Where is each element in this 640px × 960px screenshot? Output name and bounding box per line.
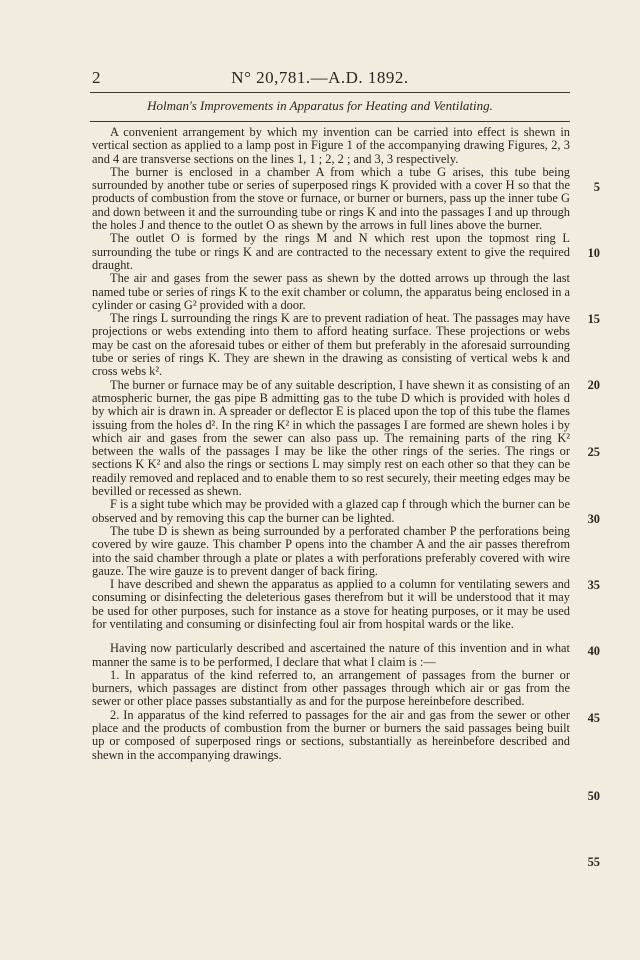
header-rule (90, 92, 570, 93)
paragraph: A convenient arrangement by which my invention can be carried into effect is shewn in vertical section as applied to a lamp post in Figure 1 of the accompanying drawing Figures, 2, 3 and 4 are transverse sections on the lines 1, 1 ; 2, 2 ; and 3, 3 respectively. (92, 125, 570, 166)
line-number: 50 (587, 789, 600, 803)
paragraph: The rings L surrounding the rings K are to prevent radiation of heat. The passages may have projections or webs extending into them to afford heating surface. These projections or webs may be cast on the aforesaid tubes or either of them but preferably in the aforesaid surrounding tube or series of rings K. They are shewn in the drawing as consisting of vertical webs k and cross webs k². (92, 311, 570, 379)
document-body (92, 126, 570, 762)
paragraph: The air and gases from the sewer pass as shewn by the dotted arrows up through the last named tube or series of rings K to the exit chamber or column, the apparatus being enclosed in a cylinder or casing G² provided with a door. (92, 271, 570, 312)
line-number: 40 (587, 644, 600, 658)
line-number: 15 (587, 312, 600, 326)
paragraph: F is a sight tube which may be provided with a glazed cap f through which the burner can be observed and by removing this cap the burner can be lighted. (92, 497, 570, 525)
line-number: 45 (587, 711, 600, 725)
claim-2: 2. In apparatus of the kind referred to passages for the air and gas from the sewer or other place and the products of combustion from the burner or burners the said passages being built up or composed of superposed rings or sections, substantially as hereinbefore described and shewn in the accompanying drawings. (92, 707, 570, 762)
subtitle-rule (90, 121, 570, 122)
line-number: 35 (587, 578, 600, 592)
paragraph: The burner is enclosed in a chamber A from which a tube G arises, this tube being surrounded by another tube or series of superposed rings K provided with a cover H so that the products of combustion from the stove or furnace, or burner or burners, pass up the inner tube G and down between it and the surrounding tube or rings K and into the passages I and up through the holes J and thence to the outlet O as shewn by the arrows in full lines above the burner. (92, 164, 570, 233)
page-number: 2 (92, 68, 101, 87)
paragraph: I have described and shewn the apparatus as applied to a column for ventilating sewers and consuming or disinfecting the deleterious gases therefrom but it will be understood that it may be used for other purposes, such for instance as a stove for heating purposes, or it may be used for ventilating and consuming or disinfecting foul air from hospital wards or the like. (92, 577, 570, 631)
line-number: 20 (587, 378, 600, 392)
document-subtitle: Holman's Improvements in Apparatus for Heating and Ventilating. (147, 98, 493, 113)
claim-1: 1. In apparatus of the kind referred to, an arrangement of passages from the burner or burners, which passages are distinct from other passages through which air or gas from the sewer or other place passes substantially as and for the purpose hereinbefore described. (92, 667, 570, 709)
claim-preamble: Having now particularly described and ascertained the nature of this invention and in what manner the same is to be performed, I declare that what I claim is :— (92, 641, 570, 669)
line-number: 10 (587, 246, 600, 260)
paragraph: The tube D is shewn as being surrounded by a perforated chamber P the perforations being covered by wire gauze. This chamber P opens into the chamber A and the air passes therefrom into the said chamber through a plate or plates a with perforations preferably covered with wire gauze. The wire gauze is to prevent danger of back firing. (92, 523, 570, 578)
line-number: 25 (587, 445, 600, 459)
paragraph: The burner or furnace may be of any suitable description, I have shewn it as consisting of an atmospheric burner, the gas pipe B admitting gas to the tube D which is provided with holes d by which air is drawn in. A spreader or deflector E is placed upon the top of this tube the flames issuing from the holes d². In the ring K² in which the passages I are formed are shewn holes i by which air and gases from the sewer can also pass up. The remaining parts of the ring K² between the walls of the passages I may be like the other rings of the series. The rings or sections K K² and also the rings or sections L may simply rest on each other so that they can be readily removed and replaced and to enable them to so rest securely, their meeting edges may be bevilled or recessed as shewn. (92, 377, 570, 499)
patent-header: N° 20,781.—A.D. 1892. (231, 68, 409, 87)
paragraph: The outlet O is formed by the rings M and N which rest upon the topmost ring L surrounding the tube or rings K and are contracted to the necessary extent to give the required draught. (92, 231, 570, 272)
line-number: 30 (587, 512, 600, 526)
line-number: 5 (593, 180, 600, 194)
line-number: 55 (587, 855, 600, 869)
